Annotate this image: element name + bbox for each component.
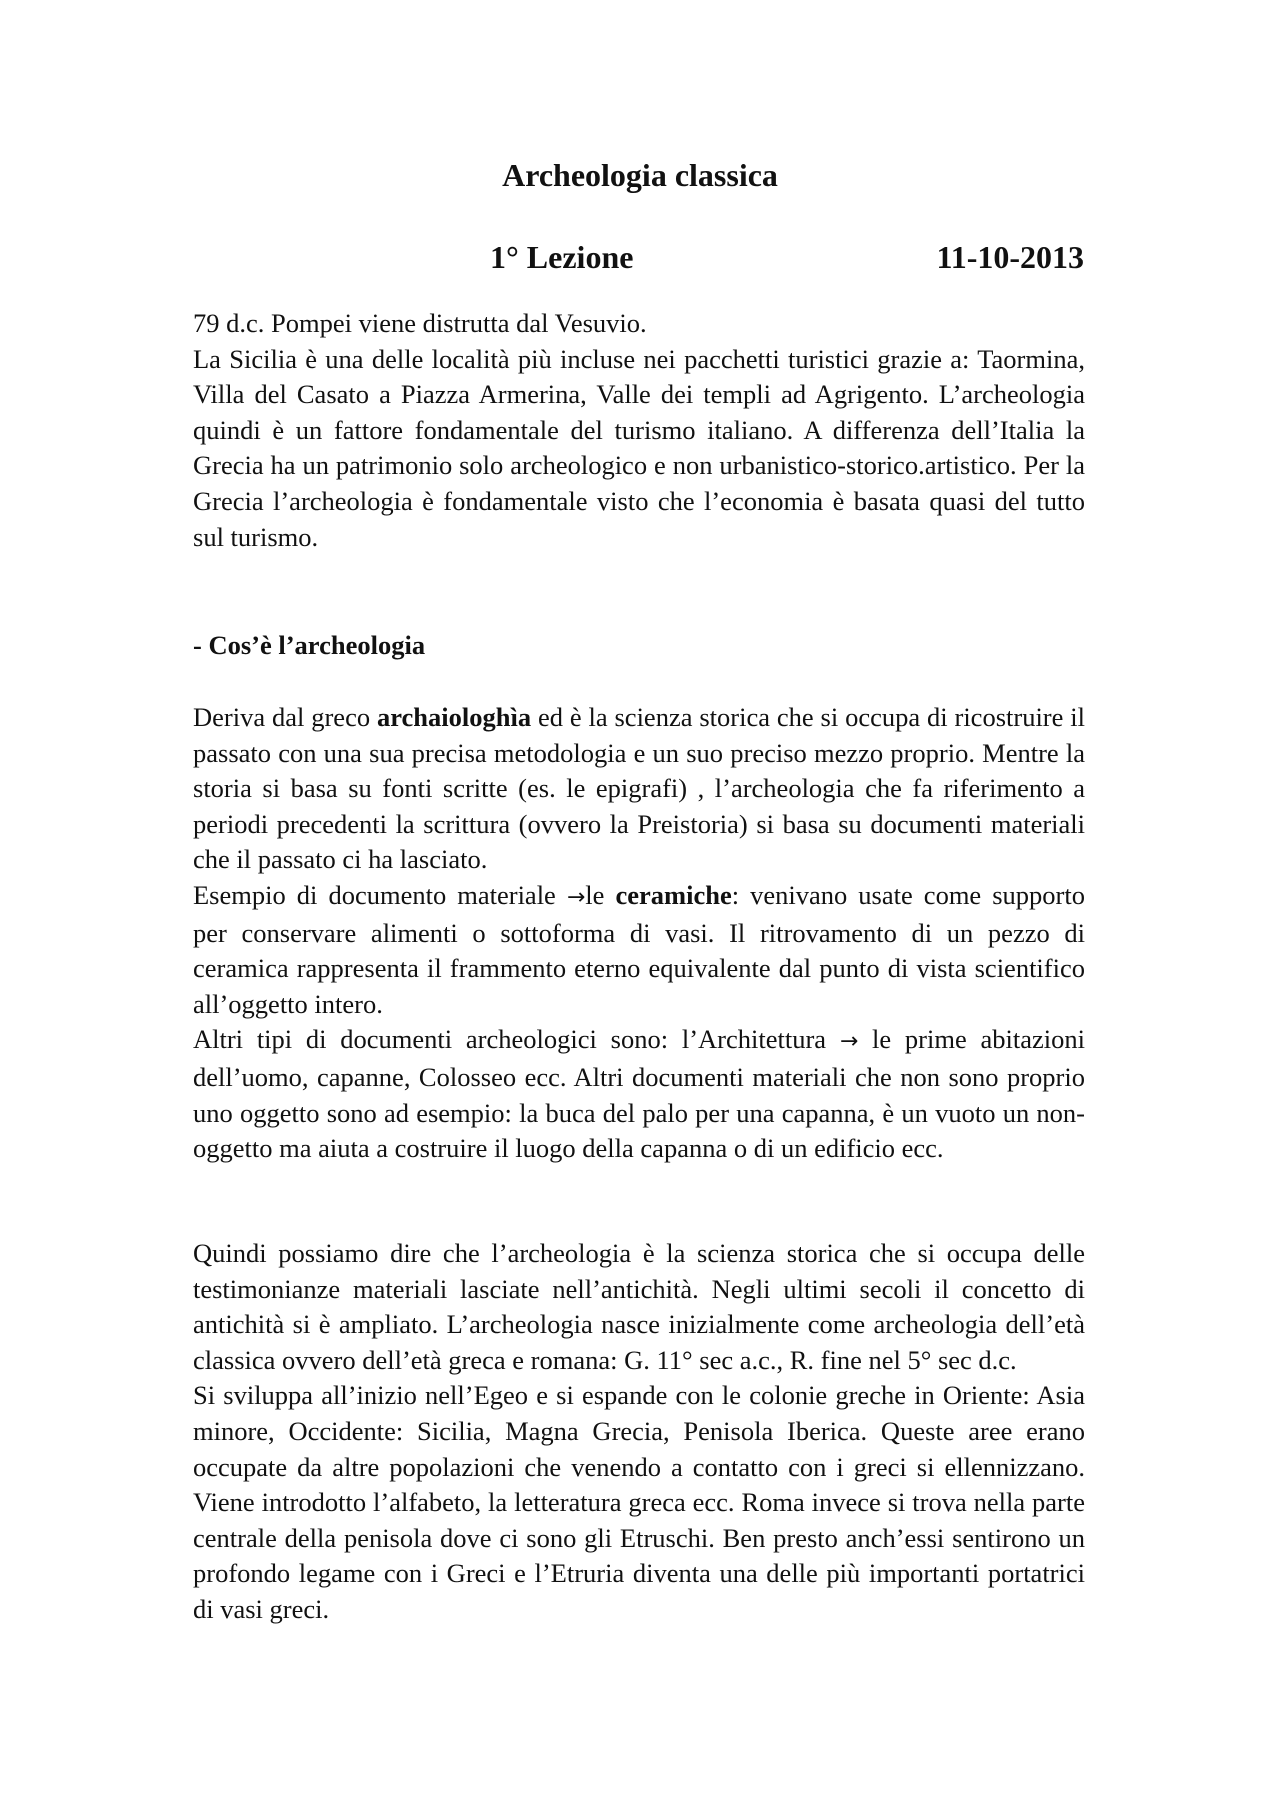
section-heading: - Cos’è l’archeologia — [193, 630, 426, 660]
arrow-right-icon: → — [566, 884, 586, 910]
conclusion-paragraph-2: Si sviluppa all’inizio nell’Egeo e si espande con le colonie greche in Oriente: Asia minore, Occidente: Sicilia, Magna Grecia, Penisola Iberica. Queste aree erano occupate da altre popolazioni che venendo a contatto con i greci si ellennizzano. Viene introdotto l’alfabeto, la letteratura greca ecc. Roma invece si trova nella parte centrale della penisola dove ci sono gli Etruschi. Ben presto anch’essi sentirono un profondo legame con i Greci e l’Etruria diventa una delle più importanti portatrici di vasi greci. — [193, 1380, 1085, 1624]
definition-text: Deriva dal greco — [193, 702, 377, 732]
lesson-date: 11-10-2013 — [936, 239, 1084, 275]
definition-text: ed è la scienza storica che si occupa di ricostruire il passato con una sua precisa metodologia e un suo preciso mezzo proprio. Mentre la storia si basa su fonti scritte (es. le epigrafi) , l’archeologia che fa riferimento a periodi precedenti la scrittura (ovvero la Preistoria) si basa su documenti materiali che il passato ci ha lasciato. — [193, 702, 1085, 875]
definition-text: : venivano usate come supporto per conservare alimenti o sottoforma di vasi. Il ritrovamento di un pezzo di ceramica rappresenta il frammento eterno equivalente dal punto di vista scientifico all’oggetto intero. — [193, 879, 1085, 1019]
definition-text: Esempio di documento materiale — [193, 879, 567, 910]
intro-section — [193, 306, 1085, 555]
definition-section — [193, 700, 1085, 1167]
arrow-right-icon: → — [839, 1029, 859, 1055]
definition-text: le — [585, 879, 616, 910]
intro-line: 79 d.c. Pompei viene distrutta dal Vesuvio. — [193, 308, 647, 338]
greek-term: archaiologhìa — [376, 702, 532, 732]
definition-paragraph-3 — [193, 1022, 1085, 1166]
ceramics-term: ceramiche — [615, 879, 732, 910]
document-title: Archeologia classica — [502, 157, 778, 193]
lesson-number: 1° Lezione — [490, 239, 634, 275]
conclusion-paragraph-1: Quindi possiamo dire che l’archeologia è la scienza storica che si occupa delle testimonianze materiali lasciate nell’antichità. Negli ultimi secoli il concetto di antichità si è ampliato. L’archeologia nasce inizialmente come archeologia dell’età classica ovvero dell’età greca e romana: G. 11° sec a.c., R. fine nel 5° sec d.c. — [193, 1238, 1085, 1375]
definition-text: le prime abitazioni dell’uomo, capanne, Colosseo ecc. Altri documenti materiali che non sono proprio uno oggetto sono ad esempio: la buca del palo per una capanna, è un vuoto un non-oggetto ma aiuta a costruire il luogo della capanna o di un edificio ecc. — [193, 1024, 1085, 1164]
definition-text: Altri tipi di documenti archeologici sono: l’Architettura — [193, 1024, 840, 1055]
definition-paragraph-1 — [193, 700, 1085, 878]
definition-paragraph-2 — [193, 878, 1085, 1022]
conclusion-section — [193, 1236, 1085, 1628]
intro-paragraph: La Sicilia è una delle località più incluse nei pacchetti turistici grazie a: Taormina, Villa del Casato a Piazza Armerina, Valle dei templi ad Agrigento. L’archeologia quindi è un fattore fondamentale del turismo italiano. A differenza dell’Italia la Grecia ha un patrimonio solo archeologico e non urbanistico-storico.artistico. Per la Grecia l’archeologia è fondamentale visto che l’economia è basata quasi del tutto sul turismo. — [193, 343, 1085, 552]
